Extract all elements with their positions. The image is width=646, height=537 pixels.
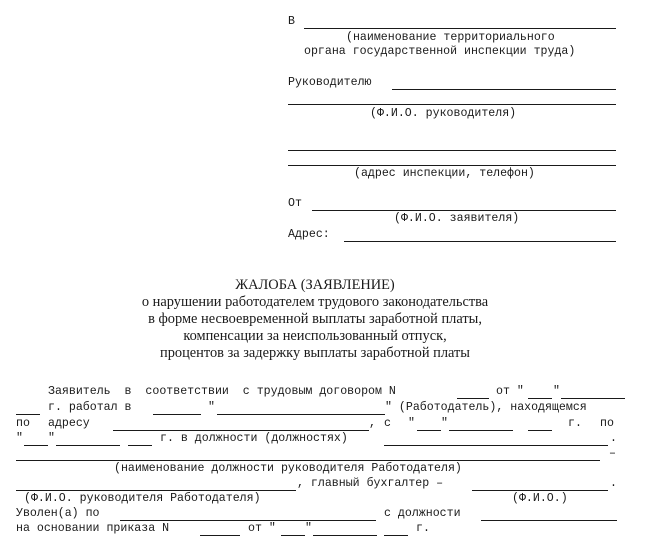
quote: " [48,432,55,445]
dismissed-label: Уволен(а) по [16,507,100,520]
contract-year-field[interactable] [16,414,40,415]
employer-address-field[interactable] [113,430,369,431]
from-position-label: с должности [384,507,461,520]
order-year-field[interactable] [384,535,408,536]
order-day-field[interactable] [281,535,305,536]
order-month-field[interactable] [313,535,377,536]
end-month-field[interactable] [56,445,120,446]
period: . [610,477,617,490]
title-line-1: о нарушении работодателем трудового законодательства [141,294,489,310]
body-line-4-position: г. в должности (должностях) [160,432,348,445]
year-abbr: г. [568,417,582,430]
dash: – [609,447,616,460]
document-title [0,277,646,362]
employer-head-name-field[interactable] [16,490,296,491]
head-label: Руководителю [288,76,372,89]
body-line-2-text: г. работал в [48,401,132,414]
body-line-1-text: Заявитель в соответствии с трудовым договором N [48,385,396,398]
contract-day-field[interactable] [528,398,552,399]
title-line-2: в форме несвоевременной выплаты заработной платы, [148,311,482,327]
order-number-field[interactable] [200,535,240,536]
to-field[interactable] [304,28,616,29]
to-caption-2: органа государственной инспекции труда) [304,45,576,58]
body-line-2-employer: " (Работодатель), находящемся [385,401,587,414]
chief-accountant-label: , главный бухгалтер – [297,477,444,490]
head-name-field[interactable] [392,89,616,90]
position-field[interactable] [384,445,608,446]
body-line-3-since: с [384,417,391,430]
body-line-3-po: по [16,417,30,430]
inspection-address-field-1[interactable] [288,150,616,151]
end-day-field[interactable] [24,445,48,446]
chief-accountant-name-field[interactable] [472,490,608,491]
quote: " [305,522,312,535]
quote: " [208,401,215,414]
from-field[interactable] [312,210,616,211]
body-line-3-address: адресу [48,417,90,430]
address-caption: (адрес инспекции, телефон) [354,167,535,180]
start-month-field[interactable] [449,430,513,431]
end-year-field[interactable] [128,445,152,446]
applicant-address-label: Адрес: [288,228,330,241]
contract-number-field[interactable] [457,398,489,399]
order-from: от " [248,522,276,535]
applicant-address-field[interactable] [344,241,616,242]
quote: " [553,385,560,398]
to-caption-1: (наименование территориального [346,31,555,44]
title-line-3: компенсации за неиспользованный отпуск, [183,328,447,344]
employer-head-position-field[interactable] [16,460,600,461]
caption-accountant-name: (Ф.И.О.) [512,492,568,505]
contract-month-field[interactable] [561,398,625,399]
from-label: От [288,197,302,210]
start-day-field[interactable] [417,430,441,431]
to-label: В [288,15,295,28]
title-main: ЖАЛОБА (ЗАЯВЛЕНИЕ) [235,277,395,293]
dismissed-position-field[interactable] [481,520,617,521]
period: . [610,432,617,445]
caption-employer-head-position: (наименование должности руководителя Работодателя) [114,462,462,475]
start-year-field[interactable] [528,430,552,431]
title-line-4: процентов за задержку выплаты заработной платы [160,345,470,361]
order-label: на основании приказа N [16,522,170,535]
comma: , [369,417,376,430]
employer-name-field[interactable] [217,414,385,415]
quote: " [441,417,448,430]
from-caption: (Ф.И.О. заявителя) [394,212,520,225]
caption-employer-head-name: (Ф.И.О. руководителя Работодателя) [24,492,261,505]
quote: " [408,417,415,430]
dismissal-reason-field[interactable] [120,520,376,521]
year-abbr: г. [416,522,430,535]
inspection-address-field-2[interactable] [288,165,616,166]
head-name-field-2[interactable] [288,104,616,105]
body-line-1-from: от " [496,385,524,398]
employer-form-field[interactable] [153,414,201,415]
quote: " [16,432,23,445]
head-caption: (Ф.И.О. руководителя) [370,107,517,120]
body-line-3-till: по [600,417,614,430]
